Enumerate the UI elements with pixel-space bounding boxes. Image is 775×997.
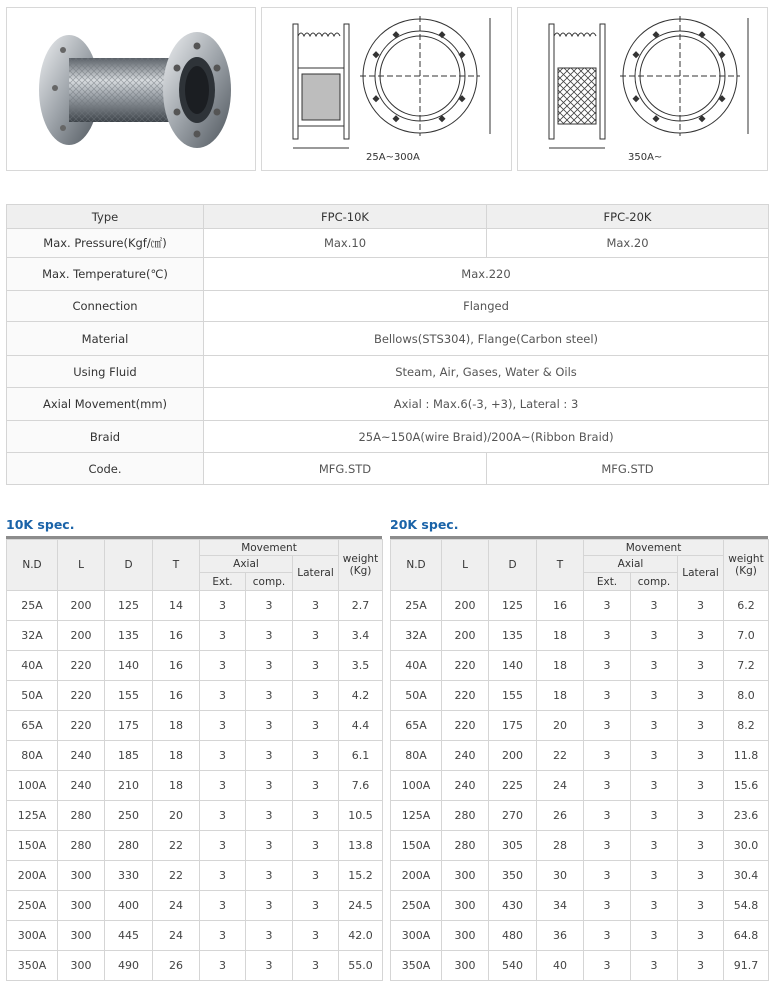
table-cell: 3 (200, 831, 246, 861)
col-movement: Movement (584, 540, 724, 556)
table-cell: 3 (584, 771, 631, 801)
table-cell: 3 (631, 831, 678, 861)
table-cell: 24 (153, 921, 200, 951)
table-row (391, 621, 769, 651)
table-cell: 280 (105, 831, 153, 861)
spec-label: Max. Temperature(℃) (7, 258, 204, 291)
table-cell: 3 (246, 951, 293, 981)
table-cell: 40A (391, 651, 442, 681)
table-cell: 350A (391, 951, 442, 981)
table-cell: 350 (489, 861, 537, 891)
table-row (7, 801, 383, 831)
table-cell: 330 (105, 861, 153, 891)
table-cell: 3 (584, 831, 631, 861)
table-cell: 3 (246, 801, 293, 831)
table-cell: 3 (200, 651, 246, 681)
table-row (391, 741, 769, 771)
table-cell: 23.6 (724, 801, 769, 831)
table-cell: 3 (293, 831, 339, 861)
table-cell: 3 (678, 921, 724, 951)
col-axial: Axial (584, 556, 678, 573)
spec-row-braid (7, 421, 769, 453)
table-cell: 3 (678, 951, 724, 981)
table-cell: 10.5 (339, 801, 383, 831)
spec-20k-body (391, 591, 769, 981)
table-cell: 300 (442, 951, 489, 981)
table-cell: 3 (246, 891, 293, 921)
table-cell: 3 (631, 771, 678, 801)
table-row (391, 681, 769, 711)
drawing-large-caption: 350A~ (628, 152, 663, 163)
table-cell: 3 (293, 591, 339, 621)
table-cell: 300A (391, 921, 442, 951)
table-cell: 3 (678, 801, 724, 831)
table-cell: 3 (200, 681, 246, 711)
spec-value: Axial : Max.6(-3, +3), Lateral : 3 (204, 388, 769, 421)
table-cell: 14 (153, 591, 200, 621)
table-cell: 3 (584, 921, 631, 951)
spec-10k-body (7, 591, 383, 981)
table-cell: 42.0 (339, 921, 383, 951)
col-t: T (537, 540, 584, 591)
col-comp: comp. (246, 573, 293, 591)
table-row (391, 831, 769, 861)
spec-value: Max.20 (487, 229, 769, 258)
table-cell: 220 (442, 681, 489, 711)
table-cell: 3 (200, 591, 246, 621)
table-cell: 30 (537, 861, 584, 891)
spec-label: Braid (7, 421, 204, 453)
table-cell: 54.8 (724, 891, 769, 921)
table-cell: 125A (391, 801, 442, 831)
table-cell: 20 (537, 711, 584, 741)
table-cell: 445 (105, 921, 153, 951)
table-cell: 140 (105, 651, 153, 681)
table-cell: 91.7 (724, 951, 769, 981)
spec-label: Connection (7, 291, 204, 322)
table-cell: 3 (584, 711, 631, 741)
table-cell: 3 (631, 681, 678, 711)
table-cell: 3 (678, 621, 724, 651)
table-cell: 18 (153, 711, 200, 741)
col-comp: comp. (631, 573, 678, 591)
spec-label: Axial Movement(mm) (7, 388, 204, 421)
table-cell: 8.2 (724, 711, 769, 741)
table-cell: 280 (442, 831, 489, 861)
table-cell: 16 (537, 591, 584, 621)
table-cell: 430 (489, 891, 537, 921)
spec-row-movement (7, 388, 769, 421)
table-cell: 540 (489, 951, 537, 981)
table-row (391, 771, 769, 801)
table-cell: 3 (246, 591, 293, 621)
table-cell: 65A (7, 711, 58, 741)
table-cell: 200 (58, 591, 105, 621)
drawing-large-size (517, 7, 768, 171)
table-cell: 100A (7, 771, 58, 801)
table-cell: 3 (246, 831, 293, 861)
spec-row-temperature (7, 258, 769, 291)
spec-header-row (7, 205, 769, 229)
spec-row-connection (7, 291, 769, 322)
table-cell: 225 (489, 771, 537, 801)
col-ext: Ext. (200, 573, 246, 591)
table-cell: 32A (7, 621, 58, 651)
table-cell: 3 (678, 591, 724, 621)
table-cell: 3 (293, 711, 339, 741)
table-cell: 280 (58, 831, 105, 861)
table-cell: 300 (58, 861, 105, 891)
table-cell: 300 (58, 891, 105, 921)
table-cell: 8.0 (724, 681, 769, 711)
table-row (7, 891, 383, 921)
table-cell: 13.8 (339, 831, 383, 861)
table-cell: 240 (442, 771, 489, 801)
table-cell: 150A (391, 831, 442, 861)
table-cell: 26 (537, 801, 584, 831)
table-cell: 220 (58, 681, 105, 711)
table-cell: 480 (489, 921, 537, 951)
table-cell: 3 (678, 711, 724, 741)
spec-value: 25A~150A(wire Braid)/200A~(Ribbon Braid) (204, 421, 769, 453)
table-cell: 15.6 (724, 771, 769, 801)
col-weight: weight (Kg) (339, 540, 383, 591)
spec-value: Max.10 (204, 229, 487, 258)
table-cell: 15.2 (339, 861, 383, 891)
table-cell: 30.4 (724, 861, 769, 891)
spec-row-material (7, 322, 769, 356)
table-row (391, 651, 769, 681)
table-row (7, 861, 383, 891)
table-row (391, 921, 769, 951)
table-cell: 210 (105, 771, 153, 801)
table-cell: 240 (442, 741, 489, 771)
table-cell: 55.0 (339, 951, 383, 981)
table-cell: 125A (7, 801, 58, 831)
table-cell: 7.2 (724, 651, 769, 681)
table-cell: 220 (58, 711, 105, 741)
table-cell: 3 (246, 771, 293, 801)
table-cell: 3.4 (339, 621, 383, 651)
table-cell: 65A (391, 711, 442, 741)
product-photo (6, 7, 256, 171)
table-cell: 3 (678, 831, 724, 861)
table-cell: 3 (246, 921, 293, 951)
spec-value: MFG.STD (204, 453, 487, 485)
col-movement: Movement (200, 540, 339, 556)
spec-row-code (7, 453, 769, 485)
table-cell: 20 (153, 801, 200, 831)
table-cell: 300 (442, 891, 489, 921)
table-cell: 3 (631, 711, 678, 741)
table-cell: 3 (584, 801, 631, 831)
table-cell: 3 (678, 891, 724, 921)
table-cell: 3 (246, 651, 293, 681)
spec-value: Flanged (204, 291, 769, 322)
table-cell: 80A (391, 741, 442, 771)
spec-label: Using Fluid (7, 356, 204, 388)
table-cell: 3 (631, 921, 678, 951)
table-cell: 100A (391, 771, 442, 801)
table-cell: 250 (105, 801, 153, 831)
table-cell: 250A (7, 891, 58, 921)
table-cell: 3 (631, 861, 678, 891)
table-cell: 240 (58, 741, 105, 771)
spec-20k-title: 20K spec. (390, 517, 459, 532)
table-cell: 200A (7, 861, 58, 891)
spec-type-10k: FPC-10K (204, 205, 487, 229)
table-row (7, 741, 383, 771)
table-cell: 40 (537, 951, 584, 981)
col-lateral: Lateral (678, 556, 724, 591)
table-cell: 3 (293, 681, 339, 711)
table-cell: 3 (200, 801, 246, 831)
spec-10k-table (6, 539, 383, 981)
table-cell: 200 (489, 741, 537, 771)
table-row (391, 861, 769, 891)
table-cell: 3 (200, 741, 246, 771)
col-ext: Ext. (584, 573, 631, 591)
table-cell: 280 (58, 801, 105, 831)
table-cell: 3 (200, 861, 246, 891)
table-cell: 3 (631, 741, 678, 771)
table-row (7, 591, 383, 621)
table-cell: 135 (489, 621, 537, 651)
table-cell: 250A (391, 891, 442, 921)
table-cell: 18 (537, 621, 584, 651)
table-cell: 300 (58, 951, 105, 981)
table-cell: 3 (584, 681, 631, 711)
table-cell: 3 (200, 891, 246, 921)
drawing-small-caption: 25A~300A (366, 152, 420, 163)
table-cell: 16 (153, 681, 200, 711)
table-cell: 3 (293, 651, 339, 681)
table-cell: 28 (537, 831, 584, 861)
table-cell: 6.1 (339, 741, 383, 771)
spec-10k-title: 10K spec. (6, 517, 75, 532)
table-cell: 7.6 (339, 771, 383, 801)
table-cell: 150A (7, 831, 58, 861)
table-cell: 3 (200, 771, 246, 801)
table-cell: 350A (7, 951, 58, 981)
table-cell: 240 (58, 771, 105, 801)
col-weight: weight (Kg) (724, 540, 769, 591)
table-cell: 3 (293, 771, 339, 801)
table-cell: 3 (631, 621, 678, 651)
table-cell: 16 (153, 651, 200, 681)
col-t: T (153, 540, 200, 591)
table-cell: 3 (293, 951, 339, 981)
table-row (7, 681, 383, 711)
table-cell: 155 (105, 681, 153, 711)
table-cell: 30.0 (724, 831, 769, 861)
spec-label: Max. Pressure(Kgf/㎠) (7, 229, 204, 258)
spec-row-fluid (7, 356, 769, 388)
col-axial: Axial (200, 556, 293, 573)
table-cell: 3 (631, 591, 678, 621)
table-row (391, 591, 769, 621)
table-cell: 3 (584, 741, 631, 771)
table-cell: 24 (153, 891, 200, 921)
table-row (7, 711, 383, 741)
table-cell: 3 (246, 681, 293, 711)
col-d: D (105, 540, 153, 591)
table-cell: 3 (246, 861, 293, 891)
table-cell: 25A (7, 591, 58, 621)
table-cell: 26 (153, 951, 200, 981)
table-cell: 18 (153, 741, 200, 771)
table-cell: 50A (7, 681, 58, 711)
table-cell: 175 (105, 711, 153, 741)
table-cell: 3 (584, 861, 631, 891)
general-spec-table (6, 204, 769, 485)
table-cell: 305 (489, 831, 537, 861)
spec-label: Code. (7, 453, 204, 485)
col-nd: N.D (7, 540, 58, 591)
table-cell: 300 (442, 861, 489, 891)
table-cell: 18 (153, 771, 200, 801)
table-cell: 3 (631, 951, 678, 981)
table-cell: 24 (537, 771, 584, 801)
table-cell: 155 (489, 681, 537, 711)
table-cell: 135 (105, 621, 153, 651)
table-row (7, 951, 383, 981)
table-cell: 6.2 (724, 591, 769, 621)
table-cell: 3 (246, 621, 293, 651)
table-cell: 200 (442, 591, 489, 621)
table-cell: 200 (442, 621, 489, 651)
spec-label: Material (7, 322, 204, 356)
table-cell: 3 (293, 861, 339, 891)
col-l: L (58, 540, 105, 591)
table-cell: 34 (537, 891, 584, 921)
drawing-small-size (261, 7, 512, 171)
table-row (391, 801, 769, 831)
table-cell: 40A (7, 651, 58, 681)
table-cell: 16 (153, 621, 200, 651)
table-cell: 18 (537, 651, 584, 681)
table-cell: 4.2 (339, 681, 383, 711)
table-cell: 280 (442, 801, 489, 831)
table-cell: 220 (442, 711, 489, 741)
table-cell: 3 (293, 741, 339, 771)
col-l: L (442, 540, 489, 591)
table-cell: 3 (584, 621, 631, 651)
col-d: D (489, 540, 537, 591)
table-cell: 400 (105, 891, 153, 921)
table-cell: 3 (293, 621, 339, 651)
spec-20k-table (390, 539, 769, 981)
table-cell: 490 (105, 951, 153, 981)
table-cell: 3 (246, 711, 293, 741)
table-cell: 36 (537, 921, 584, 951)
table-cell: 80A (7, 741, 58, 771)
table-cell: 125 (489, 591, 537, 621)
spec-type-label: Type (7, 205, 204, 229)
table-cell: 220 (58, 651, 105, 681)
table-cell: 7.0 (724, 621, 769, 651)
col-nd: N.D (391, 540, 442, 591)
table-cell: 3 (584, 651, 631, 681)
table-cell: 3 (678, 651, 724, 681)
table-cell: 32A (391, 621, 442, 651)
table-cell: 2.7 (339, 591, 383, 621)
spec-value: MFG.STD (487, 453, 769, 485)
table-cell: 3 (200, 621, 246, 651)
table-cell: 175 (489, 711, 537, 741)
table-row (7, 621, 383, 651)
table-cell: 3 (584, 951, 631, 981)
col-lateral: Lateral (293, 556, 339, 591)
table-cell: 140 (489, 651, 537, 681)
table-cell: 24.5 (339, 891, 383, 921)
table-cell: 3.5 (339, 651, 383, 681)
table-cell: 18 (537, 681, 584, 711)
table-cell: 50A (391, 681, 442, 711)
table-cell: 3 (584, 891, 631, 921)
table-cell: 22 (537, 741, 584, 771)
table-cell: 3 (293, 921, 339, 951)
table-cell: 300 (442, 921, 489, 951)
table-cell: 25A (391, 591, 442, 621)
table-cell: 3 (678, 861, 724, 891)
table-cell: 3 (631, 801, 678, 831)
table-cell: 22 (153, 831, 200, 861)
table-cell: 220 (442, 651, 489, 681)
table-cell: 300A (7, 921, 58, 951)
table-row (391, 951, 769, 981)
table-cell: 185 (105, 741, 153, 771)
table-cell: 4.4 (339, 711, 383, 741)
spec-row-pressure (7, 229, 769, 258)
table-cell: 3 (631, 891, 678, 921)
table-cell: 3 (584, 591, 631, 621)
table-cell: 300 (58, 921, 105, 951)
table-row (391, 891, 769, 921)
spec-type-20k: FPC-20K (487, 205, 769, 229)
table-cell: 200 (58, 621, 105, 651)
table-cell: 22 (153, 861, 200, 891)
table-cell: 3 (246, 741, 293, 771)
table-cell: 200A (391, 861, 442, 891)
table-cell: 3 (293, 891, 339, 921)
table-row (391, 711, 769, 741)
table-cell: 3 (678, 681, 724, 711)
table-cell: 3 (631, 651, 678, 681)
spec-value: Max.220 (204, 258, 769, 291)
table-cell: 3 (293, 801, 339, 831)
table-row (7, 771, 383, 801)
table-cell: 125 (105, 591, 153, 621)
table-row (7, 921, 383, 951)
spec-value: Steam, Air, Gases, Water & Oils (204, 356, 769, 388)
table-row (7, 651, 383, 681)
table-cell: 3 (200, 921, 246, 951)
table-cell: 64.8 (724, 921, 769, 951)
table-cell: 11.8 (724, 741, 769, 771)
spec-value: Bellows(STS304), Flange(Carbon steel) (204, 322, 769, 356)
table-cell: 3 (200, 711, 246, 741)
table-cell: 3 (678, 741, 724, 771)
table-cell: 3 (678, 771, 724, 801)
table-cell: 3 (200, 951, 246, 981)
table-cell: 270 (489, 801, 537, 831)
table-row (7, 831, 383, 861)
